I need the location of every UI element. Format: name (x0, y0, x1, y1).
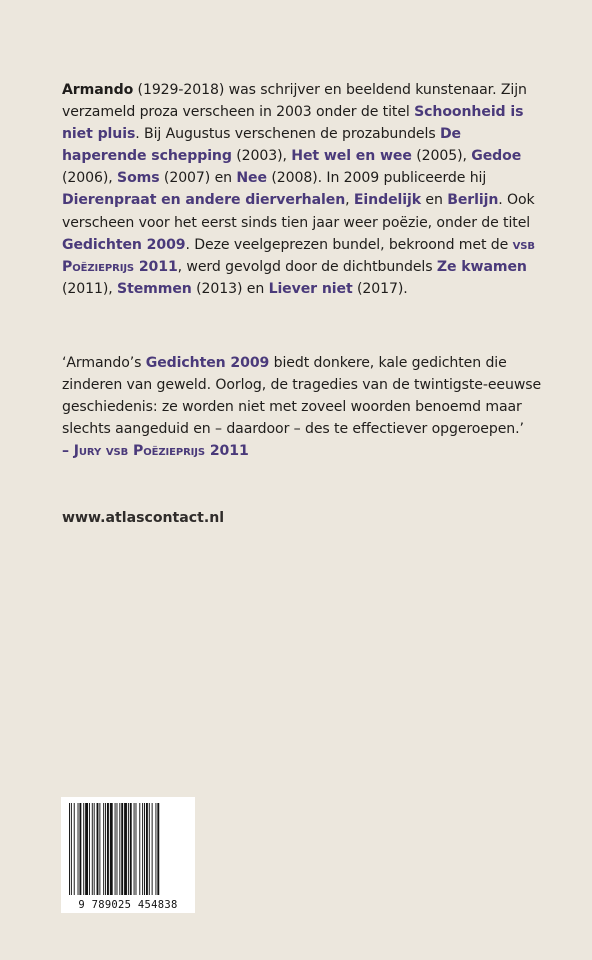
publisher-website[interactable]: www.atlascontact.nl (62, 510, 225, 526)
bio-text: (2017). (352, 280, 408, 297)
barcode-bar (128, 803, 129, 895)
book-title: Stemmen (117, 280, 192, 297)
barcode-bar (155, 803, 156, 895)
isbn-barcode (61, 797, 195, 913)
barcode-bar (136, 803, 137, 895)
book-title: Eindelijk (353, 192, 422, 209)
barcode-bar (152, 803, 153, 895)
bio-text: (2007) en (159, 170, 237, 187)
book-title: Gedoe (471, 148, 522, 165)
barcode-bar (74, 803, 75, 895)
barcode-bar (94, 803, 95, 895)
bio-text: (1929-2018) was schrijver en beeldend kunstenaar. Zijn verzameld proza verscheen in 2003 onder de titel (62, 82, 527, 121)
barcode-bar (78, 803, 79, 895)
bio-text: , werd gevolgd door de dichtbundels (177, 258, 437, 275)
barcode-bar (71, 803, 72, 895)
barcode-bar (103, 803, 104, 895)
isbn-digits: 9 789025 454838 (78, 899, 178, 911)
barcode-bar (115, 803, 116, 895)
barcode-bars (69, 803, 187, 895)
bio-text: (2011), (62, 280, 118, 297)
barcode-bar (97, 803, 99, 895)
bio-text: . Deze veelgeprezen bundel, bekroond met de (185, 236, 513, 253)
book-title: Het wel en wee (291, 148, 412, 165)
quote-text: ‘Armando’s (62, 355, 146, 371)
prize-name: vsb Poëzieprijs 2011 (62, 236, 535, 275)
book-title: Liever niet (268, 280, 353, 297)
barcode-bar (79, 803, 81, 895)
bio-text: . Bij Augustus verschenen de prozabundels (135, 126, 440, 143)
bio-text: (2013) en (191, 280, 269, 297)
book-title: Gedichten 2009 (62, 236, 186, 253)
barcode-bar (130, 803, 132, 895)
barcode-bar (139, 803, 140, 895)
barcode-bar (144, 803, 145, 895)
book-title: Gedichten 2009 (145, 355, 270, 371)
barcode-bar (119, 803, 120, 895)
barcode-bar (92, 803, 93, 895)
book-title: Soms (117, 170, 160, 187)
barcode-bar (157, 803, 159, 895)
barcode-bar (117, 803, 118, 895)
barcode-bar (107, 803, 109, 895)
author-bio (62, 79, 542, 300)
barcode-bar (69, 803, 70, 895)
book-title: Schoonheid is niet pluis (62, 104, 524, 143)
barcode-bar (121, 803, 123, 895)
book-title: Ze kwamen (436, 258, 527, 275)
bio-text: (2008). In 2009 publiceerde hij (266, 170, 487, 187)
bio-text: , (345, 192, 354, 209)
quote-attribution: – Jury vsb Poëzieprijs 2011 (62, 443, 249, 460)
review-quote (62, 352, 542, 462)
barcode-bar (99, 803, 100, 895)
bio-text: en (421, 192, 448, 209)
barcode-bar (85, 803, 88, 895)
bio-text: . Ook verscheen voor het eerst sinds tien jaar weer poëzie, onder de titel (62, 192, 535, 231)
barcode-bar (105, 803, 106, 895)
barcode-bar (83, 803, 84, 895)
barcode-bar (142, 803, 143, 895)
barcode-bar (149, 803, 150, 895)
book-title: Nee (236, 170, 267, 187)
quote-text: biedt donkere, kale gedichten die zinderen van geweld. Oorlog, de tragedies van de twintigste-eeuwse geschiedenis: ze worden niet met zoveel woorden benoemd maar slechts aangeduid en – daardoor – des te effectiever opgeroepen.’ (62, 355, 542, 438)
barcode-bar (146, 803, 148, 895)
barcode-bar (110, 803, 113, 895)
barcode-bar (124, 803, 127, 895)
barcode-bar (89, 803, 90, 895)
book-title: Berlijn (447, 192, 499, 209)
bio-text: (2006), (62, 170, 118, 187)
barcode-bar (134, 803, 135, 895)
bio-text: (2003), (231, 148, 292, 165)
author-name: Armando (62, 82, 134, 98)
book-title: Dierenpraat en andere dierverhalen (62, 192, 346, 209)
bio-text: (2005), (411, 148, 472, 165)
book-title: De haperende schepping (62, 126, 461, 165)
